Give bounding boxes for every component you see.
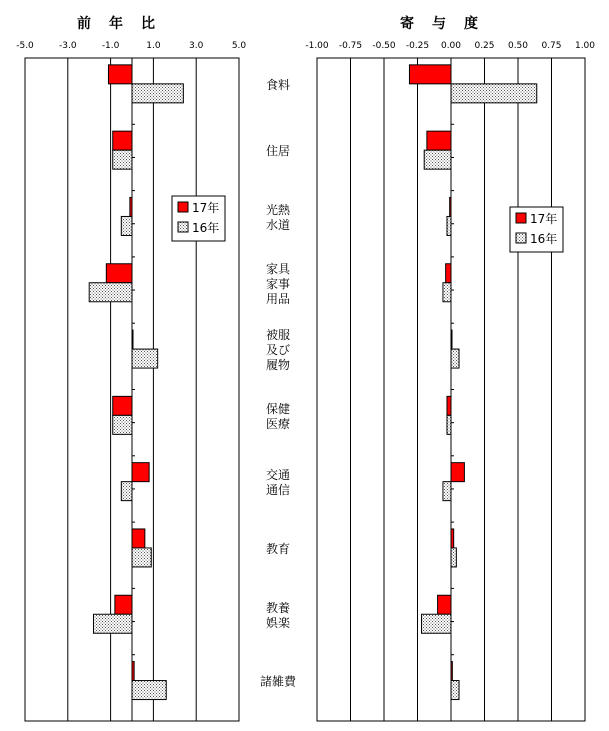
bar-16: [451, 349, 459, 368]
bar-17: [409, 65, 451, 84]
legend-swatch: [516, 213, 526, 223]
bar-16: [451, 548, 456, 567]
bar-16: [132, 84, 183, 103]
category-label: 住居: [265, 144, 291, 159]
x-tick-label: 5.0: [231, 41, 247, 51]
x-tick-label: -5.0: [16, 41, 34, 51]
chart-title: 寄与度: [400, 16, 496, 32]
bar-17: [451, 330, 452, 349]
category-label: 教養: [265, 600, 291, 615]
legend-label: 16年: [530, 232, 558, 246]
category-label: 水道: [265, 217, 291, 232]
bar-17: [132, 463, 149, 482]
x-tick-label: 0.75: [541, 41, 562, 51]
x-tick-label: -3.0: [59, 41, 77, 51]
bar-16: [113, 150, 132, 169]
x-tick-label: 1.0: [146, 41, 161, 51]
bar-16: [422, 614, 451, 633]
bar-16: [132, 349, 158, 368]
category-label: 履物: [265, 358, 291, 373]
bar-16: [451, 681, 459, 700]
legend-swatch: [178, 202, 188, 212]
bar-16: [447, 415, 451, 434]
bar-17: [113, 396, 132, 415]
category-label: 用品: [265, 291, 291, 306]
bar-17: [108, 65, 132, 84]
legend-label: 17年: [192, 201, 220, 215]
bar-17: [438, 595, 451, 614]
category-label: 家事: [265, 276, 291, 291]
bar-16: [424, 150, 451, 169]
category-label: 通信: [265, 483, 291, 498]
bar-17: [130, 197, 132, 216]
category-label: 家具: [265, 261, 291, 276]
bar-16: [113, 415, 132, 434]
x-tick-label: -0.75: [338, 41, 363, 51]
category-label: 保健: [265, 401, 291, 416]
bar-17: [106, 264, 132, 283]
bar-16: [89, 283, 132, 302]
bar-16: [93, 614, 132, 633]
bar-17: [450, 197, 451, 216]
bar-16: [132, 681, 166, 700]
legend-label: 16年: [192, 221, 220, 235]
category-label: 及び: [265, 343, 291, 358]
x-tick-label: 0.00: [440, 41, 462, 51]
legend-swatch: [178, 222, 188, 232]
bar-16: [121, 216, 132, 235]
x-tick-label: -0.25: [405, 41, 430, 51]
bar-17: [132, 330, 133, 349]
bar-16: [443, 482, 451, 501]
legend: [172, 196, 225, 241]
bar-17: [451, 529, 454, 548]
category-label: 光熱: [265, 202, 291, 217]
bar-17: [451, 463, 464, 482]
x-tick-label: 1.00: [574, 41, 596, 51]
category-label: 交通: [265, 468, 291, 483]
category-label: 医療: [265, 416, 291, 431]
legend-swatch: [516, 233, 526, 243]
x-tick-label: -1.00: [305, 41, 329, 51]
legend-label: 17年: [530, 212, 558, 226]
category-label: 被服: [265, 328, 291, 343]
bar-17: [113, 131, 132, 150]
x-tick-label: -0.50: [372, 41, 396, 51]
x-tick-label: 3.0: [189, 41, 204, 51]
bar-16: [451, 84, 537, 103]
bar-17: [446, 264, 451, 283]
x-tick-label: 0.25: [474, 41, 495, 51]
bar-17: [451, 662, 452, 681]
bar-16: [443, 283, 451, 302]
bar-17: [427, 131, 451, 150]
bar-17: [132, 662, 134, 681]
category-label: 娯楽: [265, 615, 291, 630]
category-label: 食料: [265, 77, 291, 92]
x-tick-label: -1.0: [101, 41, 120, 51]
x-tick-label: 0.50: [507, 41, 529, 51]
bar-17: [447, 396, 451, 415]
bar-17: [132, 529, 145, 548]
bar-16: [447, 216, 451, 235]
chart-title: 前年比: [77, 16, 173, 32]
bar-16: [132, 548, 151, 567]
bar-17: [115, 595, 132, 614]
bar-16: [121, 482, 132, 501]
category-label: 諸雑費: [259, 674, 297, 689]
legend: [510, 207, 563, 252]
category-label: 教育: [265, 541, 291, 556]
